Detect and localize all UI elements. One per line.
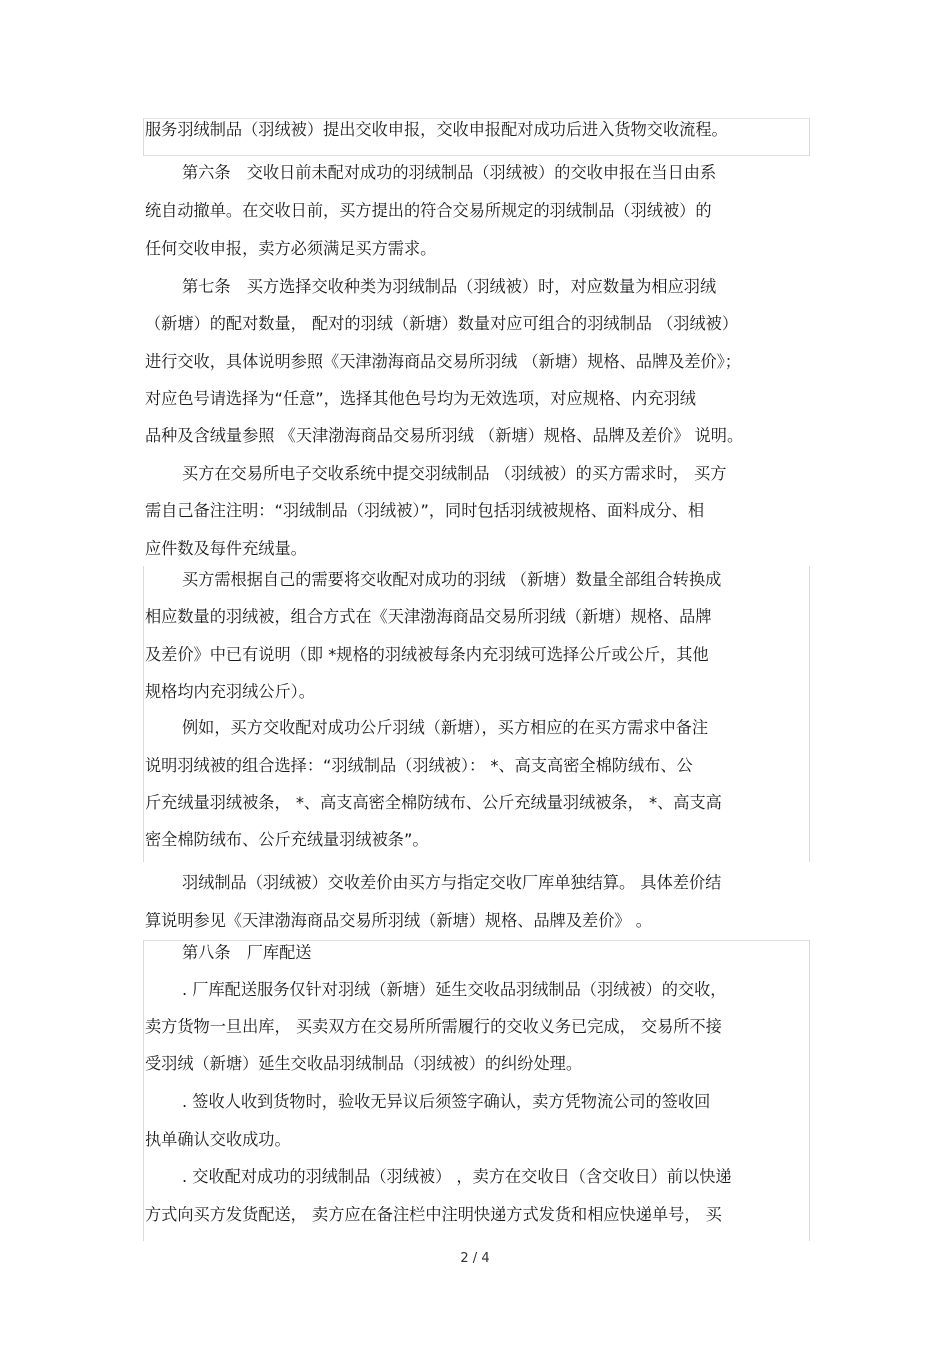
text-line: 第七条 买方选择交收种类为羽绒制品（羽绒被）时，对应数量为相应羽绒 xyxy=(182,277,717,296)
text-line: 算说明参见《天津渤海商品交易所羽绒（新塘）规格、品牌及差价》 。 xyxy=(145,911,652,930)
text-line: 斤充绒量羽绒被条， *、高支高密全棉防绒布、公斤充绒量羽绒被条， *、高支高 xyxy=(145,793,722,812)
text-line: . 厂库配送服务仅针对羽绒（新塘）延生交收品羽绒制品（羽绒被）的交收， xyxy=(182,980,727,999)
text-line: 应件数及每件充绒量。 xyxy=(145,539,307,558)
text-line: 受羽绒（新塘）延生交收品羽绒制品（羽绒被）的纠纷处理。 xyxy=(145,1054,583,1073)
text-line: . 签收人收到货物时，验收无异议后须签字确认，卖方凭物流公司的签收回 xyxy=(182,1092,711,1111)
text-line: 羽绒制品（羽绒被）交收差价由买方与指定交收厂库单独结算。 具体差价结 xyxy=(182,873,722,892)
text-line: . 交收配对成功的羽绒制品（羽绒被） ，卖方在交收日（含交收日）前以快递 xyxy=(182,1167,732,1186)
text-line: （新塘）的配对数量， 配对的羽绒（新塘）数量对应可组合的羽绒制品 （羽绒被） xyxy=(145,314,739,333)
text-line: 密全棉防绒布、公斤充绒量羽绒被条”。 xyxy=(145,830,429,849)
text-line: 规格均内充羽绒公斤）。 xyxy=(145,682,315,701)
text-line: 买方在交易所电子交收系统中提交羽绒制品 （羽绒被）的买方需求时， 买方 xyxy=(182,464,727,483)
text-line: 说明羽绒被的组合选择：“羽绒制品（羽绒被）： *、高支高密全棉防绒布、公 xyxy=(145,756,693,775)
text-line: 进行交收，具体说明参照《天津渤海商品交易所羽绒 （新塘）规格、品牌及差价》； xyxy=(145,352,741,371)
section-heading: 第八条 厂库配送 xyxy=(182,943,312,962)
text-line: 统自动撤单。在交收日前，买方提出的符合交易所规定的羽绒制品（羽绒被）的 xyxy=(145,201,712,220)
text-line: 服务羽绒制品（羽绒被）提出交收申报，交收申报配对成功后进入货物交收流程。 xyxy=(145,120,728,139)
text-line: 卖方货物一旦出库， 买卖双方在交易所所需履行的交收义务已完成， 交易所不接 xyxy=(145,1017,722,1036)
text-line: 第六条 交收日前未配对成功的羽绒制品（羽绒被）的交收申报在当日由系 xyxy=(182,163,717,182)
text-line: 方式向买方发货配送， 卖方应在备注栏中注明快递方式发货和相应快递单号， 买 xyxy=(145,1205,722,1224)
text-line: 相应数量的羽绒被，组合方式在《天津渤海商品交易所羽绒（新塘）规格、品牌 xyxy=(145,607,712,626)
text-line: 执单确认交收成功。 xyxy=(145,1130,291,1149)
text-line: 需自己备注注明：“羽绒制品（羽绒被）”，同时包括羽绒被规格、面料成分、相 xyxy=(145,501,705,520)
text-line: 对应色号请选择为“任意”，选择其他色号均为无效选项，对应规格、内充羽绒 xyxy=(145,389,696,408)
text-line: 买方需根据自己的需要将交收配对成功的羽绒 （新塘）数量全部组合转换成 xyxy=(182,570,722,589)
text-line: 及差价》中已有说明（即 *规格的羽绒被每条内充羽绒可选择公斤或公斤，其他 xyxy=(145,645,709,664)
text-line: 例如，买方交收配对成功公斤羽绒（新塘），买方相应的在买方需求中备注 xyxy=(182,718,709,737)
text-line: 任何交收申报，卖方必须满足买方需求。 xyxy=(145,239,437,258)
text-line: 品种及含绒量参照 《天津渤海商品交易所羽绒 （新塘）规格、品牌及差价》 说明。 xyxy=(145,426,744,445)
page-number: 2 / 4 xyxy=(460,1251,490,1266)
